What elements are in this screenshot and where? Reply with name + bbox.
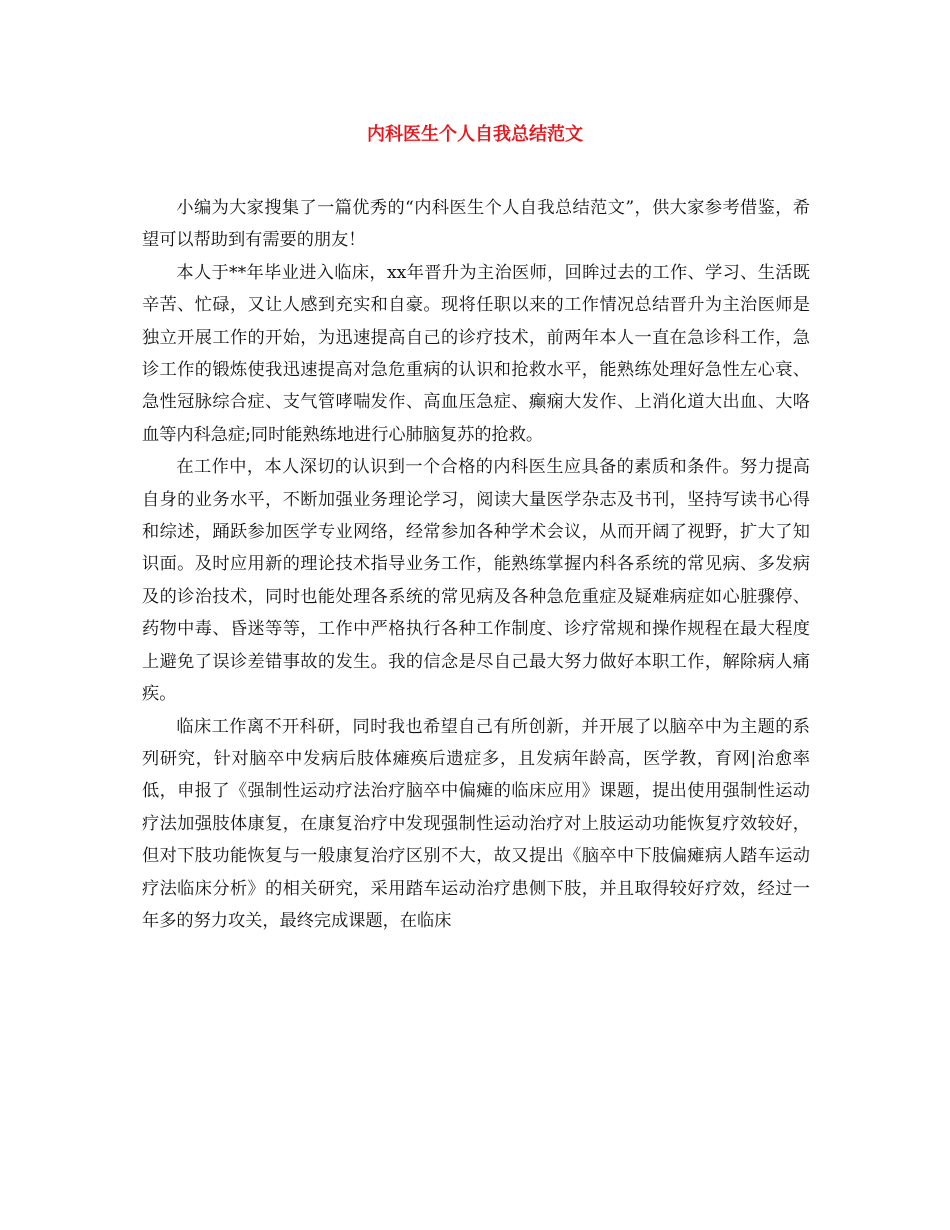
paragraph-work: 在工作中，本人深切的认识到一个合格的内科医生应具备的素质和条件。努力提高自身的业务水平，不断加强业务理论学习，阅读大量医学杂志及书刊，坚持写读书心得和综述，踊跃参加医学专业网络，经常参加各种学术会议，从而开阔了视野，扩大了知识面。及时应用新的理论技术指导业务工作，能熟练掌握内科各系统的常见病、多发病及的诊治技术，同时也能处理各系统的常见病及各种急危重症及疑难病症如心脏骤停、药物中毒、昏迷等等，工作中严格执行各种工作制度、诊疗常规和操作规程在最大程度上避免了误诊差错事故的发生。我的信念是尽自己最大努力做好本职工作，解除病人痛疾。 [142, 457, 810, 705]
paragraph-career: 本人于**年毕业进入临床，xx年晋升为主治医师，回眸过去的工作、学习、生活既辛苦、忙碌，又让人感到充实和自豪。现将任职以来的工作情况总结晋升为主治医师是独立开展工作的开始，为迅速提高自己的诊疗技术，前两年本人一直在急诊科工作，急诊工作的锻炼使我迅速提高对急危重病的认识和抢救水平，能熟练处理好急性左心衰、急性冠脉综合症、支气管哮喘发作、高血压急症、癫痫大发作、上消化道大出血、大咯血等内科急症;同时能熟练地进行心肺脑复苏的抢救。 [142, 262, 810, 445]
document-body [142, 192, 810, 937]
paragraph-intro: 小编为大家搜集了一篇优秀的“内科医生个人自我总结范文”，供大家参考借鉴，希望可以帮助到有需要的朋友！ [142, 198, 810, 251]
document-title: 内科医生个人自我总结范文 [367, 124, 583, 145]
paragraph-research: 临床工作离不开科研，同时我也希望自己有所创新，并开展了以脑卒中为主题的系列研究，针对脑卒中发病后肢体瘫痪后遗症多，且发病年龄高，医学教，育网|治愈率低，申报了《强制性运动疗法治疗脑卒中偏瘫的临床应用》课题，提出使用强制性运动疗法加强肢体康复，在康复治疗中发现强制性运动治疗对上肢运动功能恢复疗效较好，但对下肢功能恢复与一般康复治疗区别不大，故又提出《脑卒中下肢偏瘫病人踏车运动疗法临床分析》的相关研究，采用踏车运动治疗患侧下肢，并且取得较好疗效，经过一年多的努力攻关，最终完成课题，在临床 [142, 716, 810, 931]
